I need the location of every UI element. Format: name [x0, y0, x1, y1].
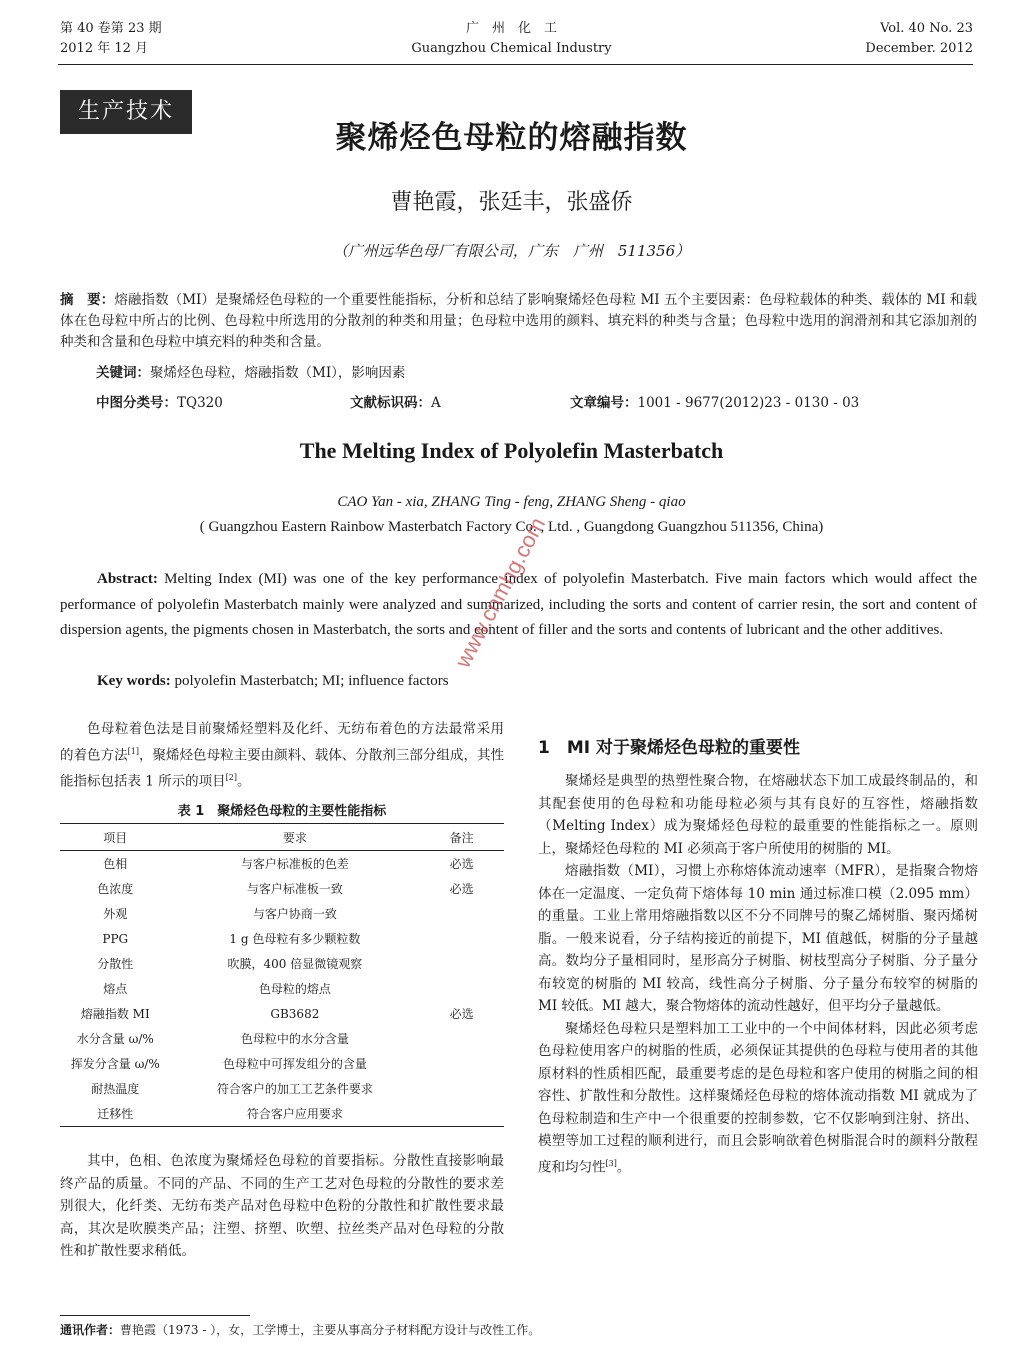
citation-1: [1]	[127, 746, 139, 756]
table-cell: 迁移性	[60, 1101, 171, 1127]
volume-en: Vol. 40 No. 23	[880, 21, 973, 36]
abstract-cn-text: 熔融指数（MI）是聚烯烃色母粒的一个重要性能指标，分析和总结了影响聚烯烃色母粒 MI 五个主要因素：色母粒载体的种类、载体的 MI 和载体在色母粒中所占的比例、色母粒中所选用的分散剂的种类和用量；色母粒中选用的颜料、填充料的种类与含量；色母粒中选用的润滑剂和其它添加剂的种类和含量和色母粒中填充料的种类和含量。	[60, 292, 977, 350]
table-cell: 必选	[449, 1007, 474, 1021]
table1-header-row	[60, 824, 504, 851]
left-col-intro	[60, 718, 504, 793]
doc-value: A	[431, 395, 441, 411]
keywords-cn-label: 关键词：	[96, 365, 150, 381]
table1-caption: 表 1 聚烯烃色母粒的主要性能指标	[177, 804, 387, 819]
table-cell: 耐热温度	[91, 1082, 140, 1096]
table-cell: 熔点	[103, 982, 128, 996]
keywords-en-text: polyolefin Masterbatch; MI; influence factors	[170, 673, 449, 689]
article-value: 1001 - 9677(2012)23 - 0130 - 03	[637, 395, 860, 411]
affiliation-cn: （广州远华色母厂有限公司，广东 广州 511356）	[332, 242, 691, 260]
journal-volume-en	[865, 19, 973, 59]
date-en: December. 2012	[865, 41, 973, 56]
table-cell: 必选	[449, 882, 474, 896]
table-cell: 色浓度	[97, 882, 134, 896]
table-cell: 与客户标准板的色差	[240, 857, 349, 871]
table-cell	[419, 1101, 504, 1127]
article-title-en: The Melting Index of Polyolefin Masterbatch	[299, 438, 724, 463]
footnote-rule	[60, 1315, 250, 1316]
affiliation-en: ( Guangzhou Eastern Rainbow Masterbatch Factory Co. , Ltd. , Guangdong Guangzhou 511356, China)	[199, 519, 824, 535]
table-row	[60, 901, 504, 926]
table-cell: 水分含量 ω/%	[76, 1032, 154, 1046]
table-cell: PPG	[102, 931, 129, 946]
table-cell	[419, 926, 504, 951]
citation-3: [3]	[605, 1158, 617, 1168]
table1	[60, 823, 504, 1127]
table-row	[60, 876, 504, 901]
table-cell: 色母粒的熔点	[258, 982, 331, 996]
table-row	[60, 851, 504, 877]
article-title-cn: 聚烯烃色母粒的熔融指数	[335, 120, 688, 156]
table-cell: 符合客户应用要求	[171, 1101, 420, 1127]
abstract-en-text: Melting Index (MI) was one of the key performance index of polyolefin Masterbatch. Five main factors which would affect the performance of polyolefin Masterbatch mainly were analyzed and summarized, including the sorts and content of carrier resin, the sort and content of dispersion agents, the pigments chosen in Masterbatch, the sorts and content of filler and the sorts and contents of lubricant and the other additives.	[60, 571, 977, 638]
right-paragraph-2: 熔融指数（MI），习惯上亦称熔体流动速率（MFR），是指聚合物熔体在一定温度、一定负荷下熔体每 10 min 通过标准口模（2.095 mm）的重量。工业上常用熔融指数以区不分不同牌号的聚乙烯树脂、聚丙烯树脂。一般来说看，分子结构接近的前提下，MI 值越低，树脂的分子量越高。数均分子量相同时，星形高分子树脂、树枝型高分子树脂、分子量分布较宽的树脂的 MI 较高，线性高分子树脂、分子量分布较窄的树脂的 MI 较低。MI 越大，聚合物熔体的流动性越好，但平均分子量越低。	[538, 863, 978, 1014]
table1-header-requirement: 要求	[171, 824, 420, 851]
table-cell: 1 g 色母粒有多少颗粒数	[229, 932, 361, 946]
abstract-en-label: Abstract:	[97, 571, 158, 587]
table-cell	[419, 901, 504, 926]
keywords-cn-text: 聚烯烃色母粒，熔融指数（MI），影响因素	[150, 365, 406, 381]
clc-number	[96, 393, 223, 414]
table-cell: 与客户协商一致	[252, 907, 337, 921]
issue-volume: 第 40 卷第 23 期	[60, 21, 162, 36]
keywords-en-label: Key words:	[97, 673, 171, 689]
table-row	[60, 951, 504, 976]
authors-cn: 曹艳霞，张廷丰，张盛侨	[390, 190, 633, 215]
table-row	[60, 1076, 504, 1101]
header-rule	[58, 64, 973, 65]
article-label: 文章编号：	[570, 395, 638, 411]
abstract-cn-label: 摘 要：	[60, 292, 115, 308]
table-cell	[419, 1026, 504, 1051]
table-cell: GB3682	[270, 1006, 320, 1021]
article-number	[570, 393, 859, 414]
table-row	[60, 976, 504, 1001]
table-cell	[419, 1076, 504, 1101]
keywords-en	[97, 669, 977, 695]
table-cell	[419, 951, 504, 976]
citation-2: [2]	[225, 772, 238, 782]
intro-paragraph: 色母粒着色法是目前聚烯烃塑料及化纤、无纺布着色的方法最常采用的着色方法[1]，聚烯烃色母粒主要由颜料、载体、分散剂三部分组成，其性能指标包括表 1 所示的项目[2]。	[60, 721, 505, 789]
table-cell: 色母粒中可挥发组分的含量	[222, 1057, 367, 1071]
right-col-body	[538, 770, 978, 1179]
left-col-after-table	[60, 1150, 504, 1263]
keywords-cn	[96, 363, 976, 384]
watermark: www.cnmhg.com	[450, 513, 551, 672]
issue-date: 2012 年 12 月	[60, 41, 149, 56]
table1-header-item: 项目	[60, 824, 171, 851]
after-table-paragraph: 其中，色相、色浓度为聚烯烃色母粒的首要指标。分散性直接影响最终产品的质量。不同的产品、不同的生产工艺对色母粒的分散性的要求差别很大，化纤类、无纺布类产品对色母粒中色粉的分散性和扩散性要求最高，其次是吹膜类产品；注塑、挤塑、吹塑、拉丝类产品对色母粒的分散性和扩散性要求稍低。	[60, 1153, 504, 1259]
footnote-text: 曹艳霞（1973 - ），女，工学博士，主要从事高分子材料配方设计与改性工作。	[120, 1323, 541, 1337]
table-row	[60, 1101, 504, 1127]
journal-name-en: Guangzhou Chemical Industry	[411, 41, 612, 56]
table-cell: 必选	[449, 857, 474, 871]
clc-label: 中图分类号：	[96, 395, 177, 411]
section-1-heading: 1 MI 对于聚烯烃色母粒的重要性	[538, 738, 800, 758]
doc-code	[350, 393, 441, 414]
footnote-label: 通讯作者：	[60, 1323, 121, 1337]
clc-value: TQ320	[177, 395, 223, 411]
footnote	[60, 1321, 540, 1338]
table-cell: 色母粒中的水分含量	[240, 1032, 349, 1046]
table-cell: 吹膜，400 倍显微镜观察	[227, 957, 363, 971]
journal-name-cn: 广 州 化 工	[465, 21, 557, 36]
table-cell	[419, 976, 504, 1001]
section-tag: 生产技术	[60, 90, 192, 134]
table-cell: 符合客户的加工工艺条件要求	[216, 1082, 373, 1096]
right-paragraph-1: 聚烯烃是典型的热塑性聚合物，在熔融状态下加工成最终制品的，和其配套使用的色母粒和功能母粒必须与其有良好的互容性，熔融指数（Melting Index）成为聚烯烃色母粒的最重要的性能指标之一。原则上，聚烯烃色母粒的 MI 必须高于客户所使用的树脂的 MI。	[538, 773, 978, 857]
table1-body	[60, 851, 504, 1127]
table-cell: 色相	[103, 857, 128, 871]
table-row	[60, 1051, 504, 1076]
table-cell	[419, 1051, 504, 1076]
doc-label: 文献标识码：	[350, 395, 431, 411]
table-row	[60, 1026, 504, 1051]
authors-en: CAO Yan - xia, ZHANG Ting - feng, ZHANG Sheng - qiao	[337, 494, 686, 510]
abstract-cn	[60, 290, 977, 353]
table-row	[60, 1001, 504, 1026]
table-row	[60, 926, 504, 951]
table-cell: 分散性	[97, 957, 134, 971]
table-cell: 熔融指数 MI	[80, 1007, 150, 1021]
table-cell: 外观	[103, 907, 128, 921]
table-cell: 与客户标准板一致	[246, 882, 343, 896]
table-cell: 挥发分含量 ω/%	[70, 1057, 160, 1071]
right-paragraph-3: 聚烯烃色母粒只是塑料加工工业中的一个中间体材料，因此必须考虑色母粒使用客户的树脂的性质，必须保证其提供的色母粒与使用者的其他原材料的性质相匹配，最重要考虑的是色母粒和客户使用的树脂之间的相容性、扩散性和分散性。这样聚烯烃色母粒的熔体流动指数 MI 就成为了色母粒制造和生产中一个很重要的控制参数，它不仅影响到注射、挤出、模塑等加工过程的顺利进行，而且会影响欲着色树脂混合时的颜料分散程度和均匀性[3]。	[538, 1020, 978, 1175]
table1-header-note: 备注	[419, 824, 504, 851]
